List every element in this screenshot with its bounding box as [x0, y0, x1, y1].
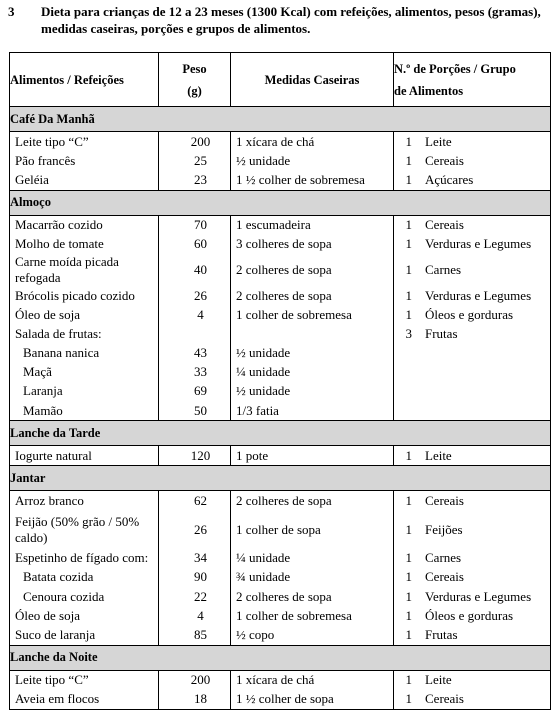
household-measure: ¼ unidade [231, 363, 394, 382]
header-row [10, 53, 551, 107]
portion-cell [394, 549, 551, 568]
table-row [10, 568, 551, 587]
table-row [10, 690, 551, 710]
food-group: Leite [425, 133, 452, 149]
food-weight: 26 [159, 511, 231, 549]
portion-count: 1 [405, 133, 412, 149]
food-weight: 120 [159, 446, 231, 466]
header-peso [159, 53, 231, 107]
section-row [10, 645, 551, 670]
portion-count: 1 [405, 287, 412, 303]
table-caption [8, 3, 548, 37]
household-measure: ¾ unidade [231, 568, 394, 587]
food-weight: 4 [159, 606, 231, 625]
table-row [10, 215, 551, 235]
food-weight: 69 [159, 382, 231, 401]
section-title: Jantar [10, 466, 551, 491]
food-name: Arroz branco [10, 491, 159, 511]
household-measure: ½ unidade [231, 151, 394, 170]
portion-cell [394, 606, 551, 625]
table-row [10, 132, 551, 152]
portion-cell [394, 446, 551, 466]
food-name: Aveia em flocos [10, 690, 159, 710]
food-name: Leite tipo “C” [10, 670, 159, 690]
food-weight: 25 [159, 151, 231, 170]
header-porcoes [394, 53, 551, 107]
household-measure: 1 xícara de chá [231, 132, 394, 152]
portion-cell [394, 170, 551, 190]
portion-cell [394, 215, 551, 235]
food-group: Cereais [425, 569, 464, 585]
food-name: Cenoura cozida [10, 587, 159, 606]
food-name: Banana nanica [10, 344, 159, 363]
food-group: Verduras e Legumes [425, 588, 532, 604]
food-group: Frutas [425, 626, 458, 642]
portion-count: 1 [405, 306, 412, 322]
food-group: Carnes [425, 261, 462, 277]
portion-count: 1 [405, 152, 412, 168]
portion-cell [394, 511, 551, 549]
portion-cell [394, 690, 551, 710]
table-row [10, 324, 551, 343]
portion-cell [394, 286, 551, 305]
portion-cell [394, 401, 551, 421]
food-name: Laranja [10, 382, 159, 401]
food-weight: 200 [159, 132, 231, 152]
portion-cell [394, 382, 551, 401]
portion-cell [394, 132, 551, 152]
food-weight: 26 [159, 286, 231, 305]
portion-cell [394, 235, 551, 254]
food-name: Feijão (50% grão / 50% caldo) [10, 511, 159, 549]
portion-cell [394, 587, 551, 606]
food-name: Maçã [10, 363, 159, 382]
food-weight: 62 [159, 491, 231, 511]
header-peso-line2: (g) [187, 83, 202, 98]
household-measure: ½ unidade [231, 382, 394, 401]
food-name: Iogurte natural [10, 446, 159, 466]
household-measure: 2 colheres de sopa [231, 286, 394, 305]
portion-count: 1 [405, 672, 412, 688]
food-name: Molho de tomate [10, 235, 159, 254]
table-row [10, 170, 551, 190]
table-row [10, 446, 551, 466]
portion-count: 1 [405, 569, 412, 585]
household-measure: 1 colher de sobremesa [231, 606, 394, 625]
household-measure: 1 escumadeira [231, 215, 394, 235]
portion-count: 1 [405, 607, 412, 623]
household-measure: 1/3 fatia [231, 401, 394, 421]
household-measure [231, 324, 394, 343]
food-group: Óleos e gorduras [425, 306, 514, 322]
section-row [10, 107, 551, 132]
portion-cell [394, 305, 551, 324]
food-group: Verduras e Legumes [425, 287, 532, 303]
food-weight: 18 [159, 690, 231, 710]
table-row [10, 670, 551, 690]
food-weight: 70 [159, 215, 231, 235]
food-name: Brócolis picado cozido [10, 286, 159, 305]
food-group: Óleos e gorduras [425, 607, 514, 623]
household-measure: 3 colheres de sopa [231, 235, 394, 254]
food-weight: 85 [159, 625, 231, 645]
food-weight [159, 324, 231, 343]
caption-text: Dieta para crianças de 12 a 23 meses (1300 Kcal) com refeições, alimentos, pesos (gramas), medidas caseiras, porções e grupos de alimentos. [41, 4, 541, 36]
food-weight: 34 [159, 549, 231, 568]
household-measure: 2 colheres de sopa [231, 491, 394, 511]
diet-table-body [10, 107, 551, 710]
food-name: Óleo de soja [10, 305, 159, 324]
food-weight: 50 [159, 401, 231, 421]
table-row [10, 151, 551, 170]
food-weight: 200 [159, 670, 231, 690]
table-row [10, 511, 551, 549]
header-alimentos: Alimentos / Refeições [10, 53, 159, 107]
portion-count: 1 [405, 550, 412, 566]
portion-count: 1 [405, 493, 412, 509]
food-name: Espetinho de fígado com: [10, 549, 159, 568]
table-row [10, 491, 551, 511]
table-row [10, 305, 551, 324]
portion-count: 1 [405, 691, 412, 707]
food-weight: 4 [159, 305, 231, 324]
table-row [10, 382, 551, 401]
food-group: Verduras e Legumes [425, 236, 532, 252]
food-group: Leite [425, 672, 452, 688]
food-group: Cereais [425, 691, 464, 707]
food-weight: 22 [159, 587, 231, 606]
household-measure: 2 colheres de sopa [231, 587, 394, 606]
food-name: Batata cozida [10, 568, 159, 587]
food-weight: 33 [159, 363, 231, 382]
food-weight: 43 [159, 344, 231, 363]
household-measure: 2 colheres de sopa [231, 254, 394, 286]
header-porcoes-line1: N.º de Porções / Grupo [394, 61, 516, 76]
portion-cell [394, 344, 551, 363]
food-group: Cereais [425, 493, 464, 509]
food-name: Macarrão cozido [10, 215, 159, 235]
food-group: Açúcares [425, 171, 474, 187]
portion-cell [394, 363, 551, 382]
table-row [10, 587, 551, 606]
household-measure: ½ unidade [231, 344, 394, 363]
section-title: Almoço [10, 190, 551, 215]
portion-count: 1 [405, 588, 412, 604]
portion-count: 1 [405, 236, 412, 252]
portion-count: 3 [405, 325, 412, 341]
food-name: Óleo de soja [10, 606, 159, 625]
portion-cell [394, 670, 551, 690]
table-row [10, 363, 551, 382]
food-name: Carne moída picada refogada [10, 254, 159, 286]
food-name: Geléia [10, 170, 159, 190]
portion-count: 1 [405, 171, 412, 187]
table-row [10, 286, 551, 305]
food-weight: 60 [159, 235, 231, 254]
portion-count: 1 [405, 521, 412, 537]
food-group: Carnes [425, 550, 462, 566]
food-name: Leite tipo “C” [10, 132, 159, 152]
portion-count: 1 [405, 626, 412, 642]
food-weight: 40 [159, 254, 231, 286]
section-title: Lanche da Tarde [10, 421, 551, 446]
table-row [10, 254, 551, 286]
food-weight: 23 [159, 170, 231, 190]
household-measure: 1 colher de sopa [231, 511, 394, 549]
header-peso-line1: Peso [182, 61, 207, 76]
household-measure: 1 ½ colher de sobremesa [231, 170, 394, 190]
portion-cell [394, 254, 551, 286]
section-row [10, 190, 551, 215]
portion-cell [394, 491, 551, 511]
table-row [10, 549, 551, 568]
portion-count: 1 [405, 447, 412, 463]
food-group: Feijões [425, 521, 463, 537]
household-measure: 1 pote [231, 446, 394, 466]
food-group: Leite [425, 447, 452, 463]
table-row [10, 401, 551, 421]
caption-number: 3 [8, 4, 15, 19]
header-medidas: Medidas Caseiras [231, 53, 394, 107]
portion-cell [394, 324, 551, 343]
diet-table [9, 52, 551, 710]
section-row [10, 421, 551, 446]
portion-count: 1 [405, 261, 412, 277]
food-group: Cereais [425, 152, 464, 168]
portion-count: 1 [405, 217, 412, 233]
food-name: Pão francês [10, 151, 159, 170]
portion-cell [394, 625, 551, 645]
food-group: Frutas [425, 325, 458, 341]
portion-cell [394, 568, 551, 587]
household-measure: 1 xícara de chá [231, 670, 394, 690]
household-measure: ¼ unidade [231, 549, 394, 568]
household-measure: ½ copo [231, 625, 394, 645]
food-group: Cereais [425, 217, 464, 233]
food-name: Suco de laranja [10, 625, 159, 645]
table-row [10, 625, 551, 645]
section-title: Lanche da Noite [10, 645, 551, 670]
table-row [10, 606, 551, 625]
food-weight: 90 [159, 568, 231, 587]
household-measure: 1 colher de sobremesa [231, 305, 394, 324]
section-row [10, 466, 551, 491]
section-title: Café Da Manhã [10, 107, 551, 132]
table-row [10, 344, 551, 363]
header-porcoes-line2: de Alimentos [394, 83, 464, 98]
table-row [10, 235, 551, 254]
food-name: Salada de frutas: [10, 324, 159, 343]
household-measure: 1 ½ colher de sopa [231, 690, 394, 710]
food-name: Mamão [10, 401, 159, 421]
portion-cell [394, 151, 551, 170]
